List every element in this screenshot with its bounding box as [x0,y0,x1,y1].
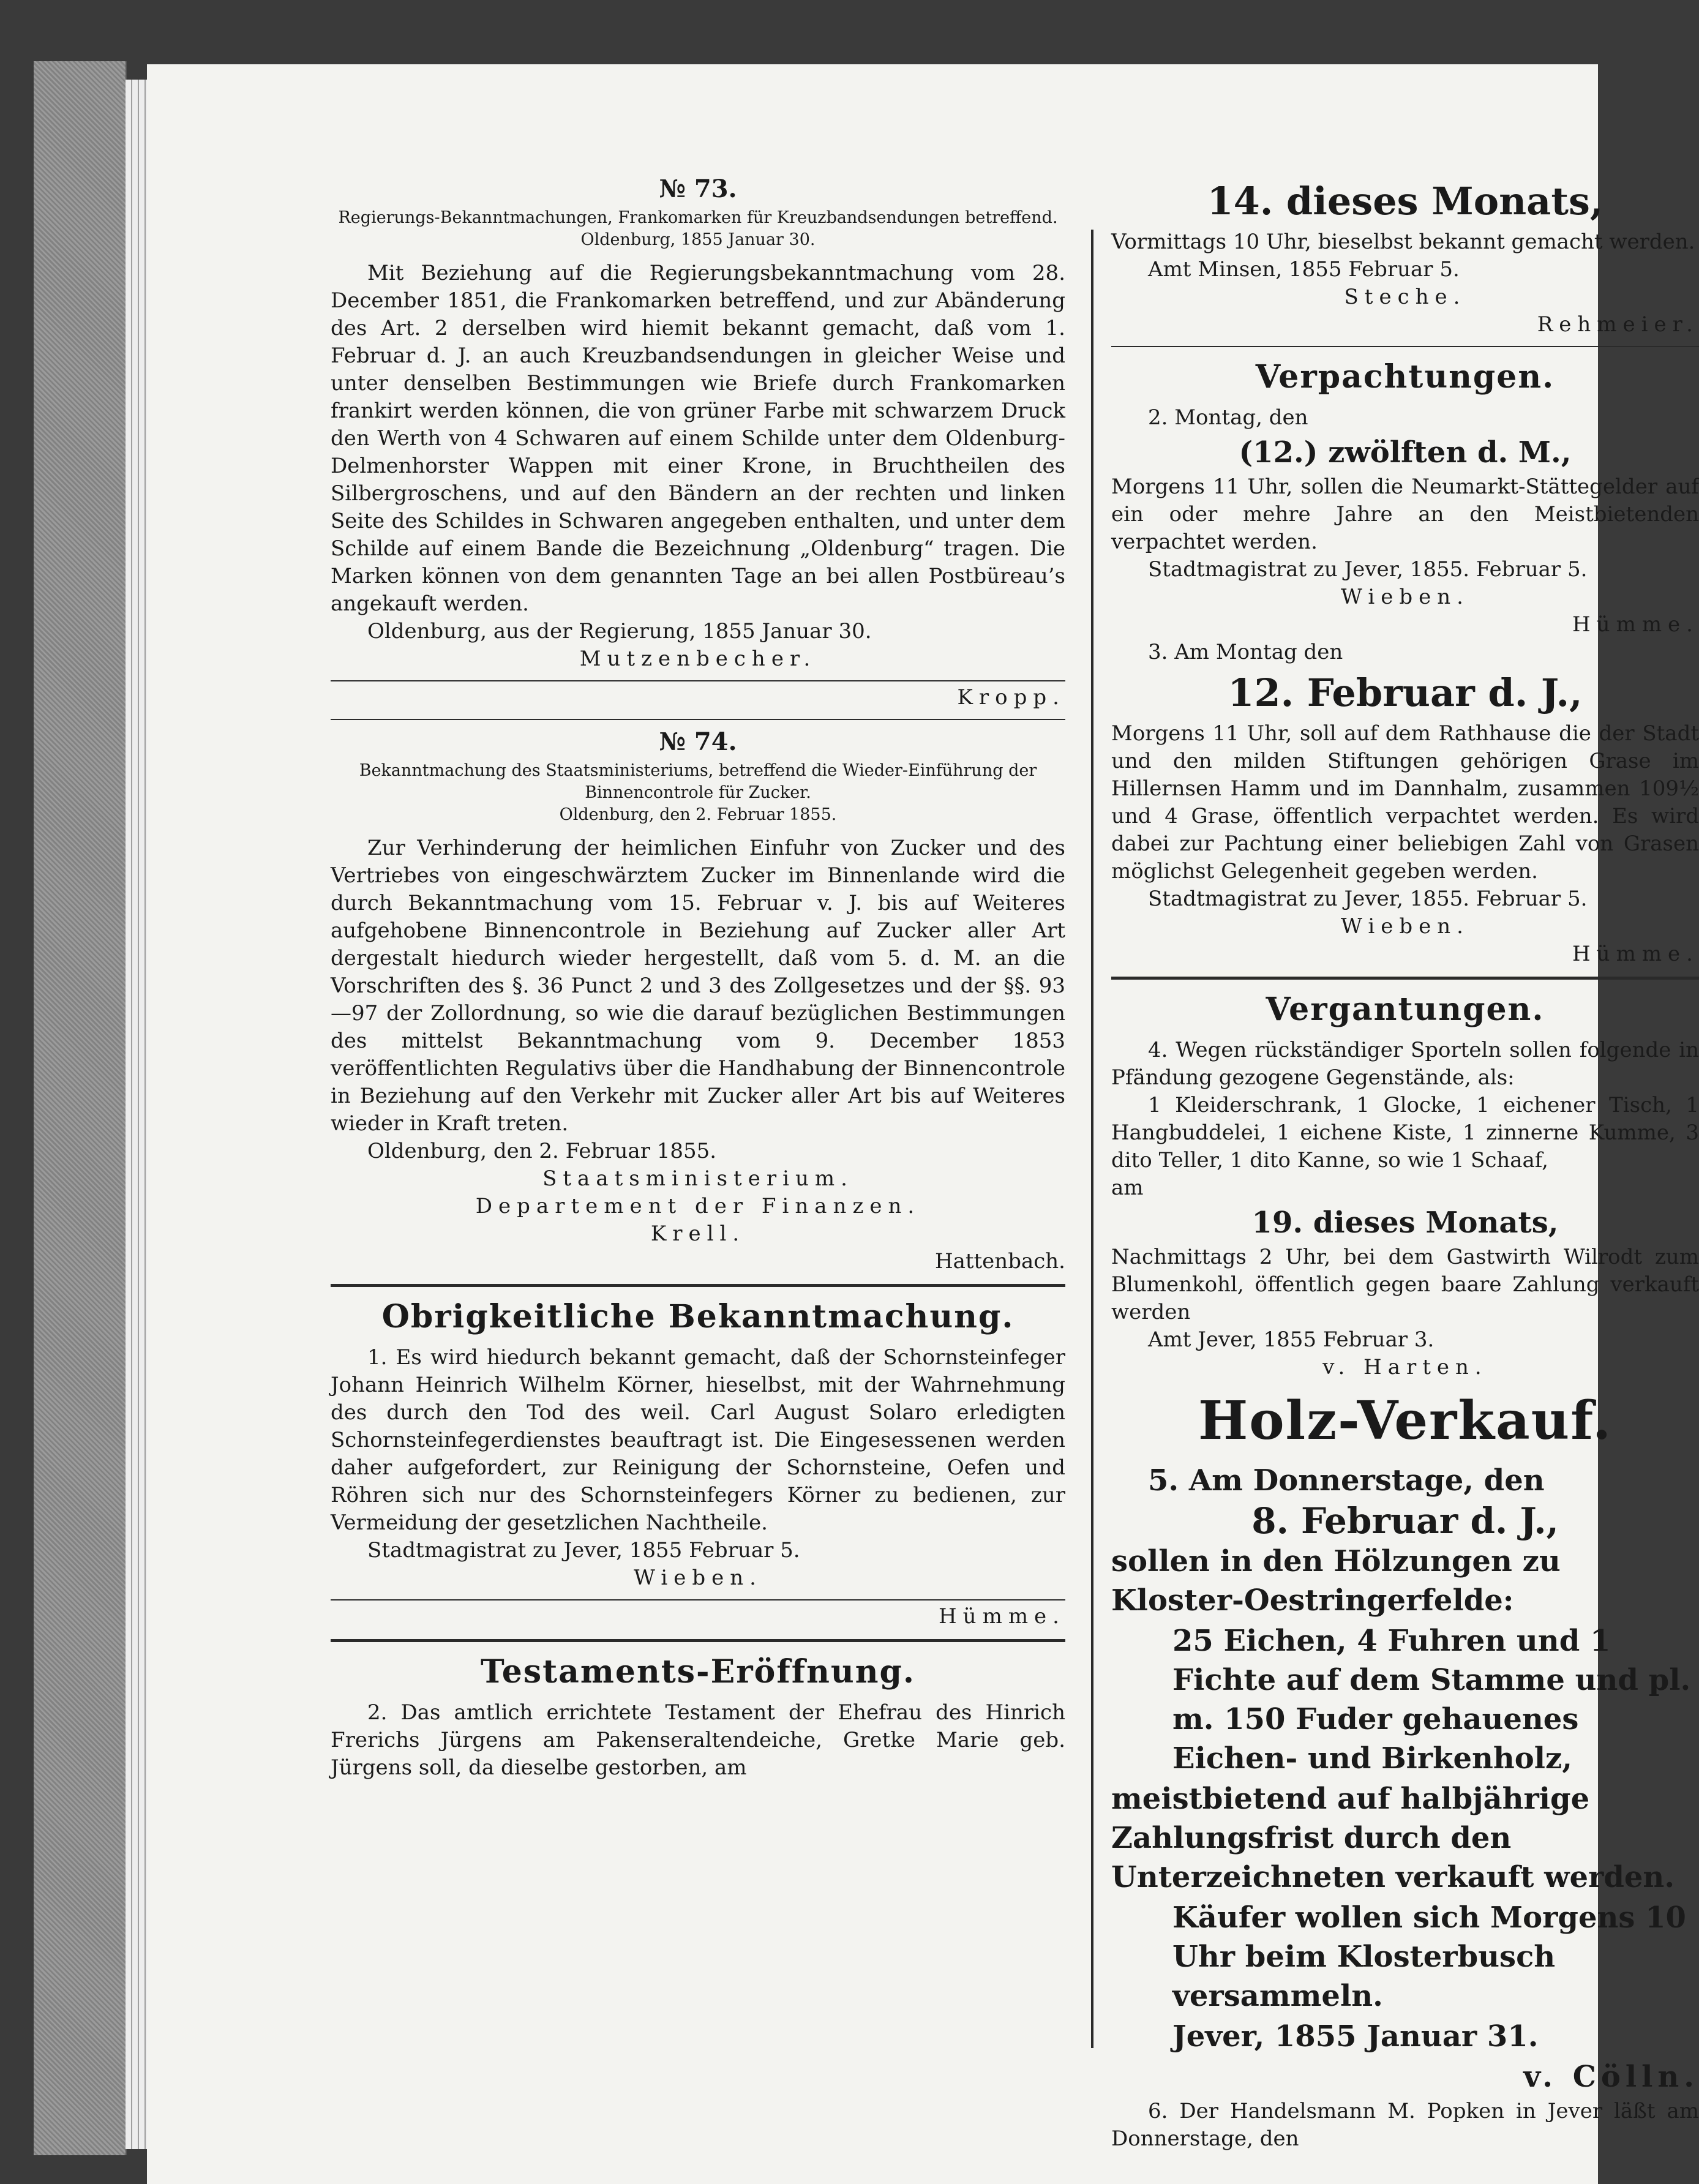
signature: v. Cölln. [1523,2060,1699,2094]
signature: Hümme. [939,1604,1065,1629]
divider [331,680,1065,681]
signature: Kropp. [957,685,1065,710]
divider [331,719,1065,720]
item-date: 12. Februar d. J., [1228,670,1583,715]
column-divider [1091,230,1093,2048]
divider [331,1599,1065,1600]
notice-number-74: № 74. [659,727,737,756]
item-date: (12.) zwölften d. M., [1239,435,1572,470]
left-column [331,174,1065,1782]
notice-body-74: Zur Verhinderung der heimlichen Einfuhr von Zucker und des Vertriebes von eingeschwärztem Zucker im Binnenlande wird die durch Bekanntmachung vom 15. Februar v. J. bis auf Weiteres aufgehobene Binnencontrole in Beziehung auf Zucker aller Art dergestalt hiedurch wieder hergestellt, daß vom 5. d. M. an die Vorschriften des §. 36 Punct 2 und 3 des Zollgesetzes und der §§. 93—97 der Zollordnung, so wie die darauf bezüglichen Bestimmungen des mittelst Bekanntmachung vom 9. December 1853 veröffentlichten Regulativs über die Handhabung der Binnencontrole in Beziehung auf den Verkehr mit Zucker aller Art bis auf Weiteres wieder in Kraft treten. [331,836,1065,1136]
item-closing: Stadtmagistrat zu Jever, 1855. Februar 5. [1148,887,1588,911]
item-intro: 3. Am Montag den [1148,640,1343,664]
signature: Wieben. [634,1566,762,1590]
signature: Rehmeier. [1537,312,1699,337]
item-closing: Stadtmagistrat zu Jever, 1855. Februar 5. [1148,557,1588,582]
notice-dateline-73: Oldenburg, 1855 Januar 30. [580,230,816,249]
notice-dateline-74: Oldenburg, den 2. Februar 1855. [559,805,837,824]
section-heading-vergantungen: Vergantungen. [1266,991,1545,1028]
page [147,64,1699,2184]
signature: Steche. [1344,285,1466,309]
holz-line: 25 Eichen, 4 Fuhren und 1 Fichte auf dem Stamme und pl. m. 150 Fuder gehauenes Eichen- und Birkenholz, [1172,1624,1691,1776]
section-heading-verpachtungen: Verpachtungen. [1255,358,1555,396]
divider [331,1639,1065,1642]
holz-closing: Jever, 1855 Januar 31. [1172,2019,1539,2054]
divider [1111,977,1699,980]
item-intro: 2. Montag, den [1148,405,1308,430]
headline-date: 14. dieses Monats, [1207,179,1603,223]
section-heading-testament: Testaments-Eröffnung. [481,1653,915,1691]
item-am: am [1111,1176,1144,1200]
signature: Krell. [650,1221,746,1246]
notice-body-schornstein: 1. Es wird hiedurch bekannt gemacht, daß der Schornsteinfeger Johann Heinrich Wilhelm Körner, hieselbst, mit der Wahrnehmung des durch den Tod des weil. Carl August Solaro erledigten Schornsteinfegerdienstes beauftragt ist. Die Eingesessenen werden daher aufgefordert, zur Reinigung der Schornsteine, Oefen und Röhren sich nur des Schornsteinfegers Körner zu bedienen, zur Vermeidung der gesetzlichen Nachtheile. [331,1345,1065,1535]
item-date: 19. dieses Monats, [1251,1206,1559,1240]
holz-line: meistbietend auf halbjährige Zahlungsfrist durch den Unterzeichneten verkauft werden. [1111,1782,1675,1894]
signature: Hümme. [1572,942,1699,966]
signature: Hattenbach. [934,1249,1065,1274]
item-6: 6. Der Handelsmann M. Popken in Jever läßt am Donnerstage, den [1111,2099,1699,2151]
signature: Mutzenbecher. [579,647,817,671]
notice-number-73: № 73. [659,174,737,203]
signature: Hümme. [1572,612,1699,637]
notice-closing-74: Oldenburg, den 2. Februar 1855. [367,1139,717,1163]
holz-line: sollen in den Hölzungen zu Kloster-Oestringerfelde: [1111,1544,1561,1618]
notice-closing-73: Oldenburg, aus der Regierung, 1855 Januar 30. [367,619,872,644]
signature: Staatsministerium. [542,1166,853,1191]
signature: Wieben. [1341,585,1469,609]
signature: Wieben. [1341,914,1469,939]
divider [1111,346,1699,347]
item-body: Nachmittags 2 Uhr, bei dem Gastwirth Wilrodt zum Blumenkohl, öffentlich gegen baare Zahlung verkauft werden [1111,1245,1699,1324]
item-list: 1 Kleiderschrank, 1 Glocke, 1 eichener Tisch, 1 Hangbuddelei, 1 eichene Kiste, 1 zinnerne Kumme, 3 dito Teller, 1 dito Kanne, so wie 1 Schaaf, [1111,1093,1699,1173]
item-intro: 4. Wegen rückständiger Sporteln sollen folgende in Pfändung gezogene Gegenstände, als: [1111,1038,1699,1090]
signature: v. Harten. [1322,1355,1488,1379]
item-closing: Amt Jever, 1855 Februar 3. [1148,1327,1435,1352]
holz-line: Käufer wollen sich Morgens 10 Uhr beim Klosterbusch versammeln. [1172,1901,1686,2013]
item-body: Morgens 11 Uhr, soll auf dem Rathhause die der Stadt und den milden Stiftungen gehörigen Grase im Hillernsen Hamm und im Dannhalm, zusammen 109½ und 4 Grase, öffentlich verpachtet werden. Es wird dabei zur Pachtung einer beliebigen Zahl von Grasen möglichst Gelegenheit gegeben werden. [1111,721,1699,884]
right-column [1111,174,1699,2153]
item-date: 8. Februar d. J., [1251,1500,1559,1542]
section-heading-holz: Holz-Verkauf. [1198,1390,1613,1452]
notice-body-testament: 2. Das amtlich errichtete Testament der Ehefrau des Hinrich Frerichs Jürgens am Pakenseraltendeiche, Gretke Marie geb. Jürgens soll, da dieselbe gestorben, am [331,1700,1065,1780]
item-body: Morgens 11 Uhr, sollen die Neumarkt-Stättegelder auf ein oder mehre Jahre an den Meistbietenden verpachtet werden. [1111,475,1699,554]
notice-subject-74: Bekanntmachung des Staatsministeriums, betreffend die Wieder-Einführung der Binnencontrole für Zucker. [359,761,1037,802]
divider [331,1284,1065,1287]
notice-closing: Stadtmagistrat zu Jever, 1855 Februar 5. [367,1538,800,1563]
notice-subject-73: Regierungs-Bekanntmachungen, Frankomarken für Kreuzbandsendungen betreffend. [338,208,1058,227]
section-heading-obrigkeitlich: Obrigkeitliche Bekanntmachung. [381,1298,1015,1335]
notice-closing: Amt Minsen, 1855 Februar 5. [1148,257,1460,282]
notice-line: Vormittags 10 Uhr, bieselbst bekannt gemacht werden. [1111,230,1695,254]
notice-body-73: Mit Beziehung auf die Regierungsbekanntmachung vom 28. December 1851, die Frankomarken betreffend, und zur Abänderung des Art. 2 derselben wird hiemit bekannt gemacht, daß vom 1. Februar d. J. an auch Kreuzbandsendungen in gleicher Weise und unter denselben Bestimmungen wie Briefe durch Frankomarken frankirt werden können, die von grüner Farbe mit schwarzem Druck den Werth von 4 Schwaren auf einem Schilde unter dem Oldenburg-Delmenhorster Wappen mit einer Krone, in Bruchtheilen des Silbergroschens, und auf den Bändern an der rechten und linken Seite des Schildes in Schwaren angegeben enthalten, und unter dem Schilde auf einem Bande die Bezeichnung „Oldenburg“ tragen. Die Marken können von dem genannten Tage an bei allen Postbüreau’s angekauft werden. [331,261,1065,616]
item-intro: 5. Am Donnerstage, den [1148,1463,1545,1498]
book-binding [34,61,127,2155]
signature: Departement der Finanzen. [475,1194,921,1218]
